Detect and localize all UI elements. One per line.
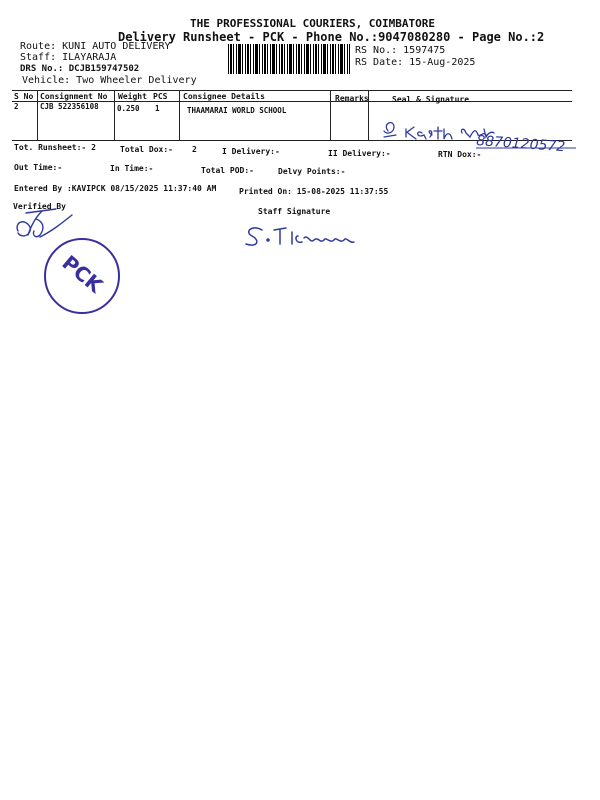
- row-consignee: THAAMARAI WORLD SCHOOL: [187, 106, 287, 115]
- tot-runsheet: Tot. Runsheet:- 2: [14, 143, 96, 152]
- col-header-pcs: PCS: [153, 92, 168, 101]
- printed-on: Printed On: 15-08-2025 11:37:55: [239, 187, 389, 196]
- col-divider: [330, 90, 331, 140]
- col-header-weight: Weight: [118, 92, 147, 101]
- col-divider: [37, 90, 38, 140]
- col-header-consignee: Consignee Details: [183, 92, 265, 101]
- table-top-line: [12, 90, 572, 91]
- runsheet-title: Delivery Runsheet - PCK - Phone No.:9047080280 - Page No.:2: [118, 30, 545, 44]
- col-divider: [179, 90, 180, 140]
- vehicle-label: Vehicle: Two Wheeler Delivery: [22, 75, 197, 86]
- ii-delivery: II Delivery:-: [328, 149, 391, 158]
- delvy-points: Delvy Points:-: [278, 167, 346, 176]
- staff-signature-label: Staff Signature: [258, 207, 331, 216]
- out-time: Out Time:-: [14, 163, 63, 172]
- total-dox-value: 2: [192, 145, 197, 154]
- pck-stamp: [44, 238, 120, 314]
- total-pod: Total POD:-: [201, 166, 254, 175]
- entered-by: Entered By :KAVIPCK 08/15/2025 11:37:40 AM: [14, 184, 217, 193]
- drs-label: DRS No.: DCJB159747502: [20, 64, 140, 74]
- in-time: In Time:-: [110, 164, 154, 173]
- i-delivery: I Delivery:-: [222, 147, 280, 156]
- staff-signature: [240, 222, 370, 252]
- row-consignment: CJB 522356108: [40, 102, 99, 111]
- staff-label: Staff: ILAYARAJA: [20, 52, 117, 63]
- svg-text:8870120572: 8870120572: [475, 133, 566, 156]
- stamp-text: PCK: [57, 250, 108, 298]
- company-title: THE PROFESSIONAL COURIERS, COIMBATORE: [190, 17, 436, 30]
- col-divider: [114, 90, 115, 140]
- rtn-dox: RTN Dox:-: [438, 150, 482, 159]
- col-header-seal: Seal & Signature: [392, 95, 470, 104]
- rs-date: RS Date: 15-Aug-2025: [355, 57, 476, 68]
- row-pcs: 1: [155, 104, 160, 113]
- row-weight: 0.250: [117, 104, 140, 113]
- total-dox-label: Total Dox:-: [120, 145, 173, 154]
- col-header-sno: S No: [14, 92, 34, 101]
- rs-no: RS No.: 1597475: [355, 45, 446, 56]
- col-header-remarks: Remarks: [335, 94, 369, 103]
- col-header-consignment: Consignment No: [40, 92, 108, 101]
- barcode: [228, 44, 350, 74]
- verified-by-label: Verified By: [13, 202, 66, 211]
- route-label: Route: KUNI AUTO DELIVERY: [20, 41, 171, 52]
- row-sno: 2: [14, 102, 19, 111]
